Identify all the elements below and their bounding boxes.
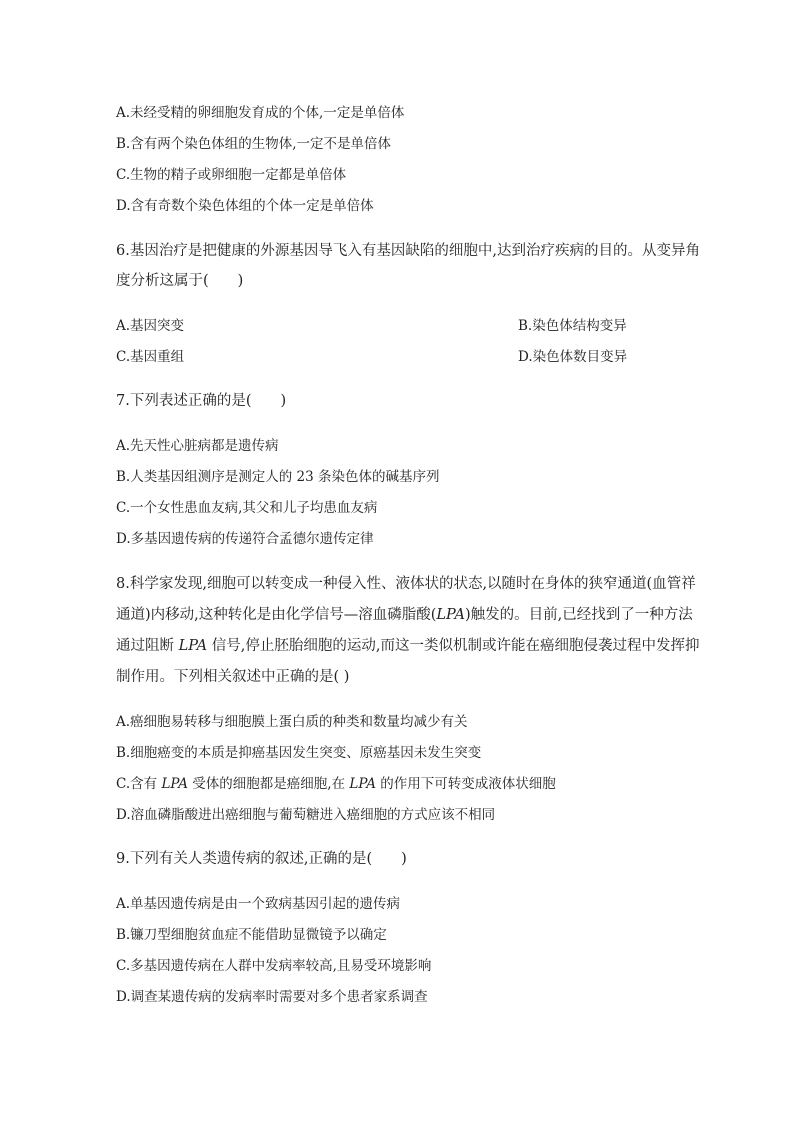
q7-option-b: B.人类基因组测序是测定人的 23 条染色体的碱基序列 <box>116 469 440 485</box>
q7-option-d: D.多基因遗传病的传递符合孟德尔遗传定律 <box>116 531 374 547</box>
q8-stem-line2 <box>116 605 693 625</box>
q6-option-a: A.基因突变 <box>116 318 185 334</box>
q6-stem-line2: 度分析这属于( ) <box>116 273 244 289</box>
q8-line2-part2: )触发的。目前,已经找到了一种方法 <box>464 607 693 623</box>
q8-option-c-part2: 受体的细胞都是癌细胞,在 <box>192 776 346 792</box>
q7-stem: 7.下列表述正确的是( ) <box>116 393 287 409</box>
lpa-term: LPA <box>178 638 208 654</box>
q8-stem-line3 <box>116 636 699 656</box>
q8-line3-part2: 信号,停止胚胎细胞的运动,而这一类似机制或许能在癌细胞侵袭过程中发挥抑 <box>211 638 700 654</box>
q6-option-d: D.染色体数目变异 <box>518 349 628 365</box>
lpa-term: LPA <box>161 776 188 792</box>
q6-option-c: C.基因重组 <box>116 349 185 365</box>
q7-option-c: C.一个女性患血友病,其父和儿子均患血友病 <box>116 500 378 516</box>
q8-option-c-part1: C.含有 <box>116 776 158 792</box>
q5-option-b: B.含有两个染色体组的生物体,一定不是单倍体 <box>116 136 392 152</box>
q6-option-b: B.染色体结构变异 <box>518 318 627 334</box>
q8-line3-part1: 通过阻断 <box>116 638 174 654</box>
q8-line2-part1: 通道)内移动,这种转化是由化学信号—溶血磷脂酸( <box>116 607 437 623</box>
q5-option-d: D.含有奇数个染色体组的个体一定是单倍体 <box>116 198 374 214</box>
q5-option-c: C.生物的精子或卵细胞一定都是单倍体 <box>116 167 347 183</box>
q5-option-a: A.未经受精的卵细胞发育成的个体,一定是单倍体 <box>116 105 405 121</box>
q8-option-a: A.癌细胞易转移与细胞膜上蛋白质的种类和数量均减少有关 <box>116 714 468 730</box>
lpa-term: LPA <box>349 776 376 792</box>
q8-option-c <box>116 774 556 794</box>
q7-option-a: A.先天性心脏病都是遗传病 <box>116 438 279 454</box>
q8-option-c-part3: 的作用下可转变成液体状细胞 <box>380 776 556 792</box>
q8-option-d: D.溶血磷脂酸进出癌细胞与葡萄糖进入癌细胞的方式应该不相同 <box>116 807 496 823</box>
q8-stem-line1: 8.科学家发现,细胞可以转变成一种侵入性、液体状的状态,以随时在身体的狭窄通道(血管祥 <box>116 576 696 592</box>
lpa-term: LPA <box>436 607 465 623</box>
q8-stem-line4: 制作用。下列相关叙述中正确的是( ) <box>116 669 350 685</box>
q9-stem: 9.下列有关人类遗传病的叙述,正确的是( ) <box>116 851 407 867</box>
q9-option-c: C.多基因遗传病在人群中发病率较高,且易受环境影响 <box>116 958 432 974</box>
q9-option-a: A.单基因遗传病是由一个致病基因引起的遗传病 <box>116 896 401 912</box>
q9-option-d: D.调查某遗传病的发病率时需要对多个患者家系调查 <box>116 989 428 1005</box>
q8-option-b: B.细胞癌变的本质是抑癌基因发生突变、原癌基因未发生突变 <box>116 745 482 761</box>
q9-option-b: B.镰刀型细胞贫血症不能借助显微镜予以确定 <box>116 927 387 943</box>
q6-stem-line1: 6.基因治疗是把健康的外源基因导飞入有基因缺陷的细胞中,达到治疗疾病的目的。从变异角 <box>116 243 700 259</box>
